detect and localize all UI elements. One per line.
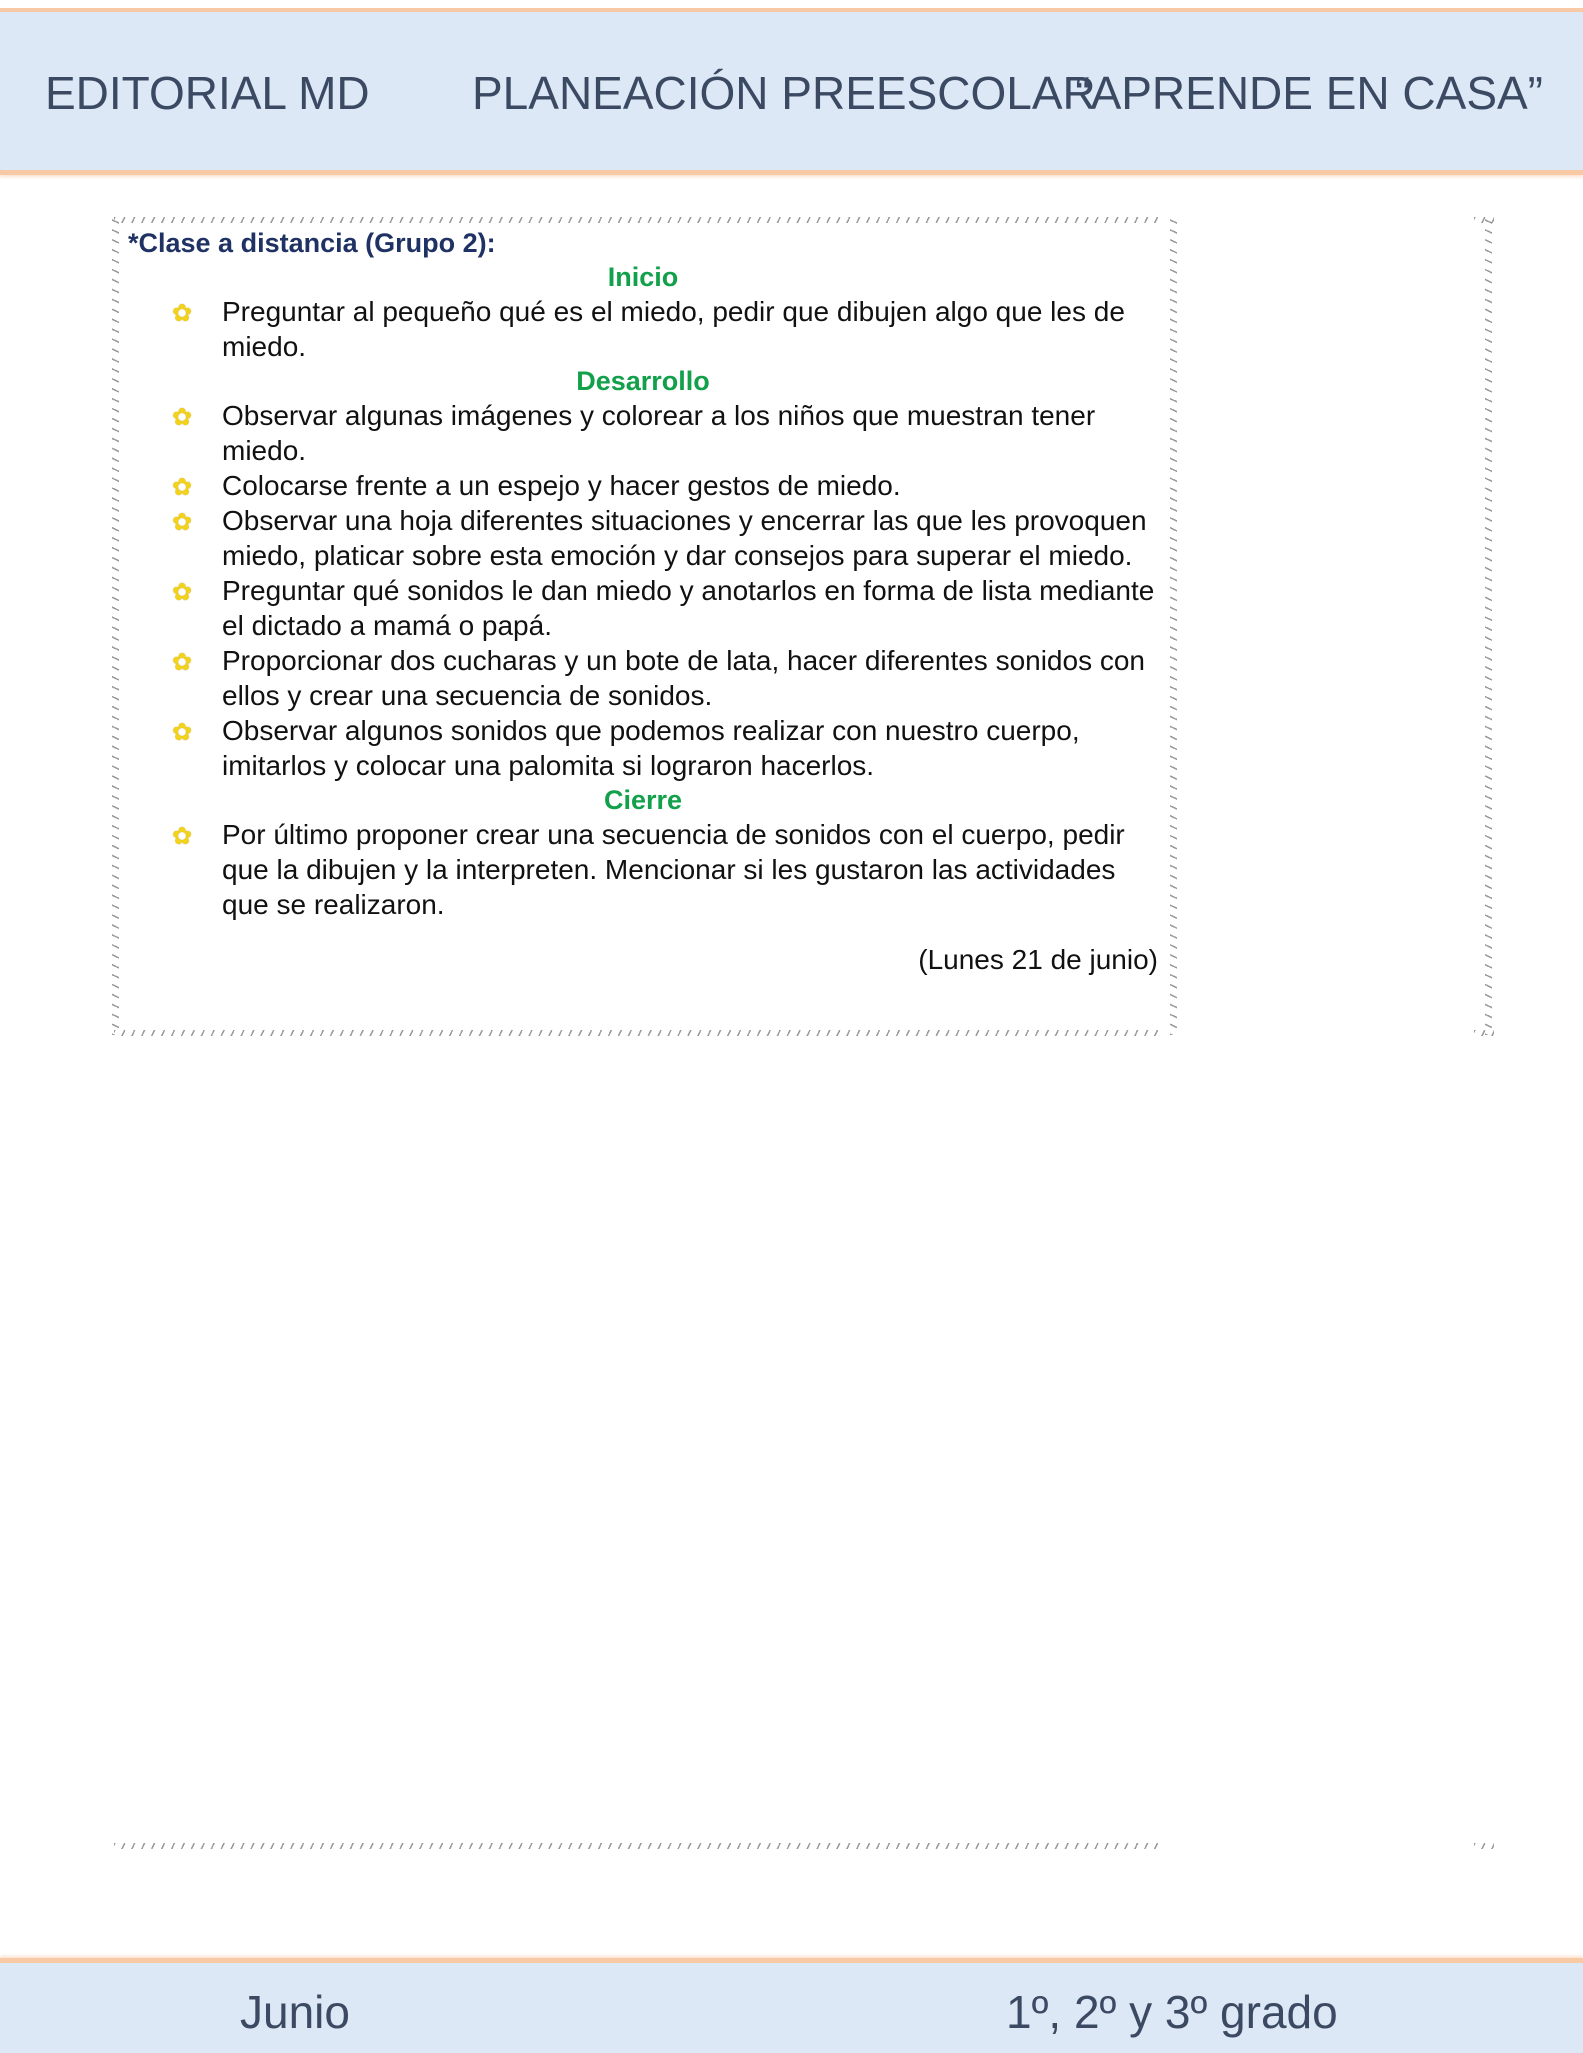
star-icon: ✿ xyxy=(172,474,193,501)
section-title-desarrollo: Desarrollo xyxy=(576,366,710,396)
table-border-left xyxy=(112,217,119,1035)
section-title-cierre: Cierre xyxy=(603,785,683,815)
list-item: ✿ Observar una hoja diferentes situaciones y encerrar las que les provoquen miedo, platicar sobre esta emoción y dar consejos para superar el miedo. xyxy=(172,505,1147,571)
header-program: “APRENDE EN CASA” xyxy=(1075,67,1543,119)
cierre-list xyxy=(128,817,1158,922)
lesson-date: (Lunes 21 de junio) xyxy=(918,944,1158,975)
table-border-middle xyxy=(114,1030,1162,1036)
group-title: *Clase a distancia (Grupo 2): xyxy=(128,228,496,258)
star-icon: ✿ xyxy=(172,823,193,850)
table-border-top xyxy=(114,217,1162,223)
list-item: ✿ Observar algunas imágenes y colorear a los niños que muestran tener miedo. xyxy=(172,400,1096,466)
list-item: ✿ Observar algunos sonidos que podemos realizar con nuestro cuerpo, imitarlos y colocar una palomita si lograron hacerlos. xyxy=(172,715,1080,781)
list-item: ✿ Preguntar al pequeño qué es el miedo, pedir que dibujen algo que les de miedo. xyxy=(172,296,1125,362)
star-icon: ✿ xyxy=(172,579,193,606)
star-icon: ✿ xyxy=(172,719,193,746)
list-item: ✿ Por último proponer crear una secuencia de sonidos con el cuerpo, pedir que la dibujen y la interpreten. Mencionar si les gustaron las actividades que se realizaron. xyxy=(172,819,1125,920)
section-title-inicio: Inicio xyxy=(607,262,679,292)
footer-month: Junio xyxy=(240,1986,350,2038)
page-footer xyxy=(0,1958,1583,2053)
page-header xyxy=(0,8,1583,175)
star-icon: ✿ xyxy=(172,509,193,536)
desarrollo-list xyxy=(128,398,1158,783)
table-border-right xyxy=(1485,217,1492,1035)
header-publisher: EDITORIAL MD xyxy=(45,67,370,119)
list-item: ✿ Preguntar qué sonidos le dan miedo y anotarlos en forma de lista mediante el dictado a mamá o papá. xyxy=(172,575,1155,641)
star-icon: ✿ xyxy=(172,649,193,676)
list-item: ✿ Colocarse frente a un espejo y hacer gestos de miedo. xyxy=(128,468,1158,503)
star-icon: ✿ xyxy=(172,300,193,327)
table-border-right-middle xyxy=(1474,1030,1494,1036)
lesson-plan-cell xyxy=(128,226,1158,977)
table-border-right-bottom xyxy=(1474,1843,1494,1849)
table-border-inner xyxy=(1170,217,1177,1035)
inicio-list xyxy=(128,294,1158,364)
star-icon: ✿ xyxy=(172,404,193,431)
footer-grades: 1º, 2º y 3º grado xyxy=(1006,1986,1338,2038)
table-border-right-top xyxy=(1474,217,1494,223)
header-title: PLANEACIÓN PREESCOLAR xyxy=(472,67,1096,119)
list-item: ✿ Proporcionar dos cucharas y un bote de lata, hacer diferentes sonidos con ellos y crear una secuencia de sonidos. xyxy=(172,645,1146,711)
table-border-bottom xyxy=(114,1843,1162,1849)
